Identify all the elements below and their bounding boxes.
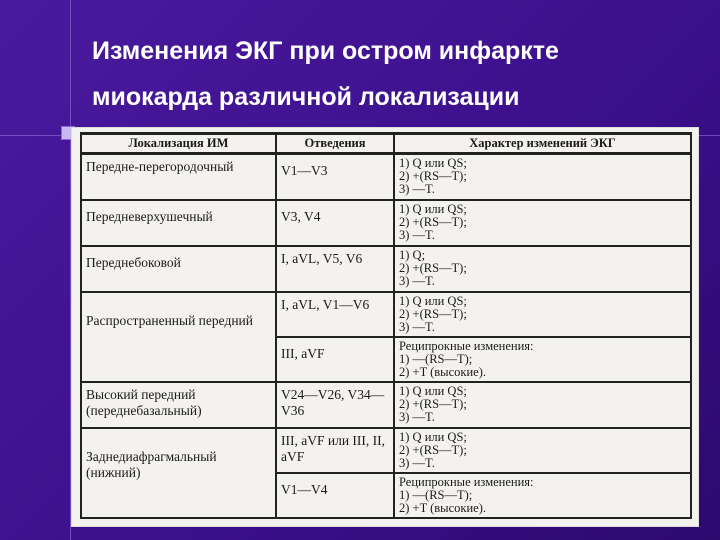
table-row <box>81 200 691 246</box>
changes-cell: Реципрокные изменения: 1) —(RS—T); 2) +T (высокие). <box>394 473 691 518</box>
table-header-row <box>81 134 691 154</box>
leads-cell: III, aVF <box>276 337 394 382</box>
changes-cell: 1) Q или QS; 2) +(RS—T); 3) —T. <box>394 428 691 473</box>
changes-cell: 1) Q или QS; 2) +(RS—T); 3) —T. <box>394 200 691 246</box>
header-changes: Характер изменений ЭКГ <box>394 134 691 154</box>
location-cell: Высокий передний (переднебазальный) <box>81 382 276 428</box>
header-leads: Отведения <box>276 134 394 154</box>
slide-title-line-1: Изменения ЭКГ при остром инфаркте <box>92 37 559 65</box>
table-row <box>81 382 691 428</box>
changes-cell: 1) Q или QS; 2) +(RS—T); 3) —T. <box>394 154 691 201</box>
leads-cell: III, aVF или III, II, aVF <box>276 428 394 473</box>
slide-title-line-2: миокарда различной локализации <box>92 83 520 111</box>
header-location: Локализация ИМ <box>81 134 276 154</box>
changes-cell: 1) Q или QS; 2) +(RS—T); 3) —T. <box>394 382 691 428</box>
table-row <box>81 154 691 201</box>
changes-cell: 1) Q; 2) +(RS—T); 3) —T. <box>394 246 691 292</box>
location-cell: Переднебоковой <box>81 246 276 292</box>
location-cell: Заднедиафрагмальный (нижний) <box>81 428 276 518</box>
changes-cell: 1) Q или QS; 2) +(RS—T); 3) —T. <box>394 292 691 337</box>
ecg-changes-table <box>80 132 692 519</box>
table-row <box>81 428 691 473</box>
leads-cell: V3, V4 <box>276 200 394 246</box>
location-cell: Передневерхушечный <box>81 200 276 246</box>
location-cell: Распространенный передний <box>81 292 276 382</box>
location-cell: Передне-перегородочный <box>81 154 276 201</box>
leads-cell: I, aVL, V5, V6 <box>276 246 394 292</box>
slide-title <box>92 28 692 120</box>
leads-cell: I, aVL, V1—V6 <box>276 292 394 337</box>
leads-cell: V24—V26, V34—V36 <box>276 382 394 428</box>
changes-cell: Реципрокные изменения: 1) —(RS—T); 2) +T (высокие). <box>394 337 691 382</box>
leads-cell: V1—V3 <box>276 154 394 201</box>
table-row <box>81 292 691 337</box>
leads-cell: V1—V4 <box>276 473 394 518</box>
table-row <box>81 246 691 292</box>
decorative-vertical-line <box>70 0 71 540</box>
